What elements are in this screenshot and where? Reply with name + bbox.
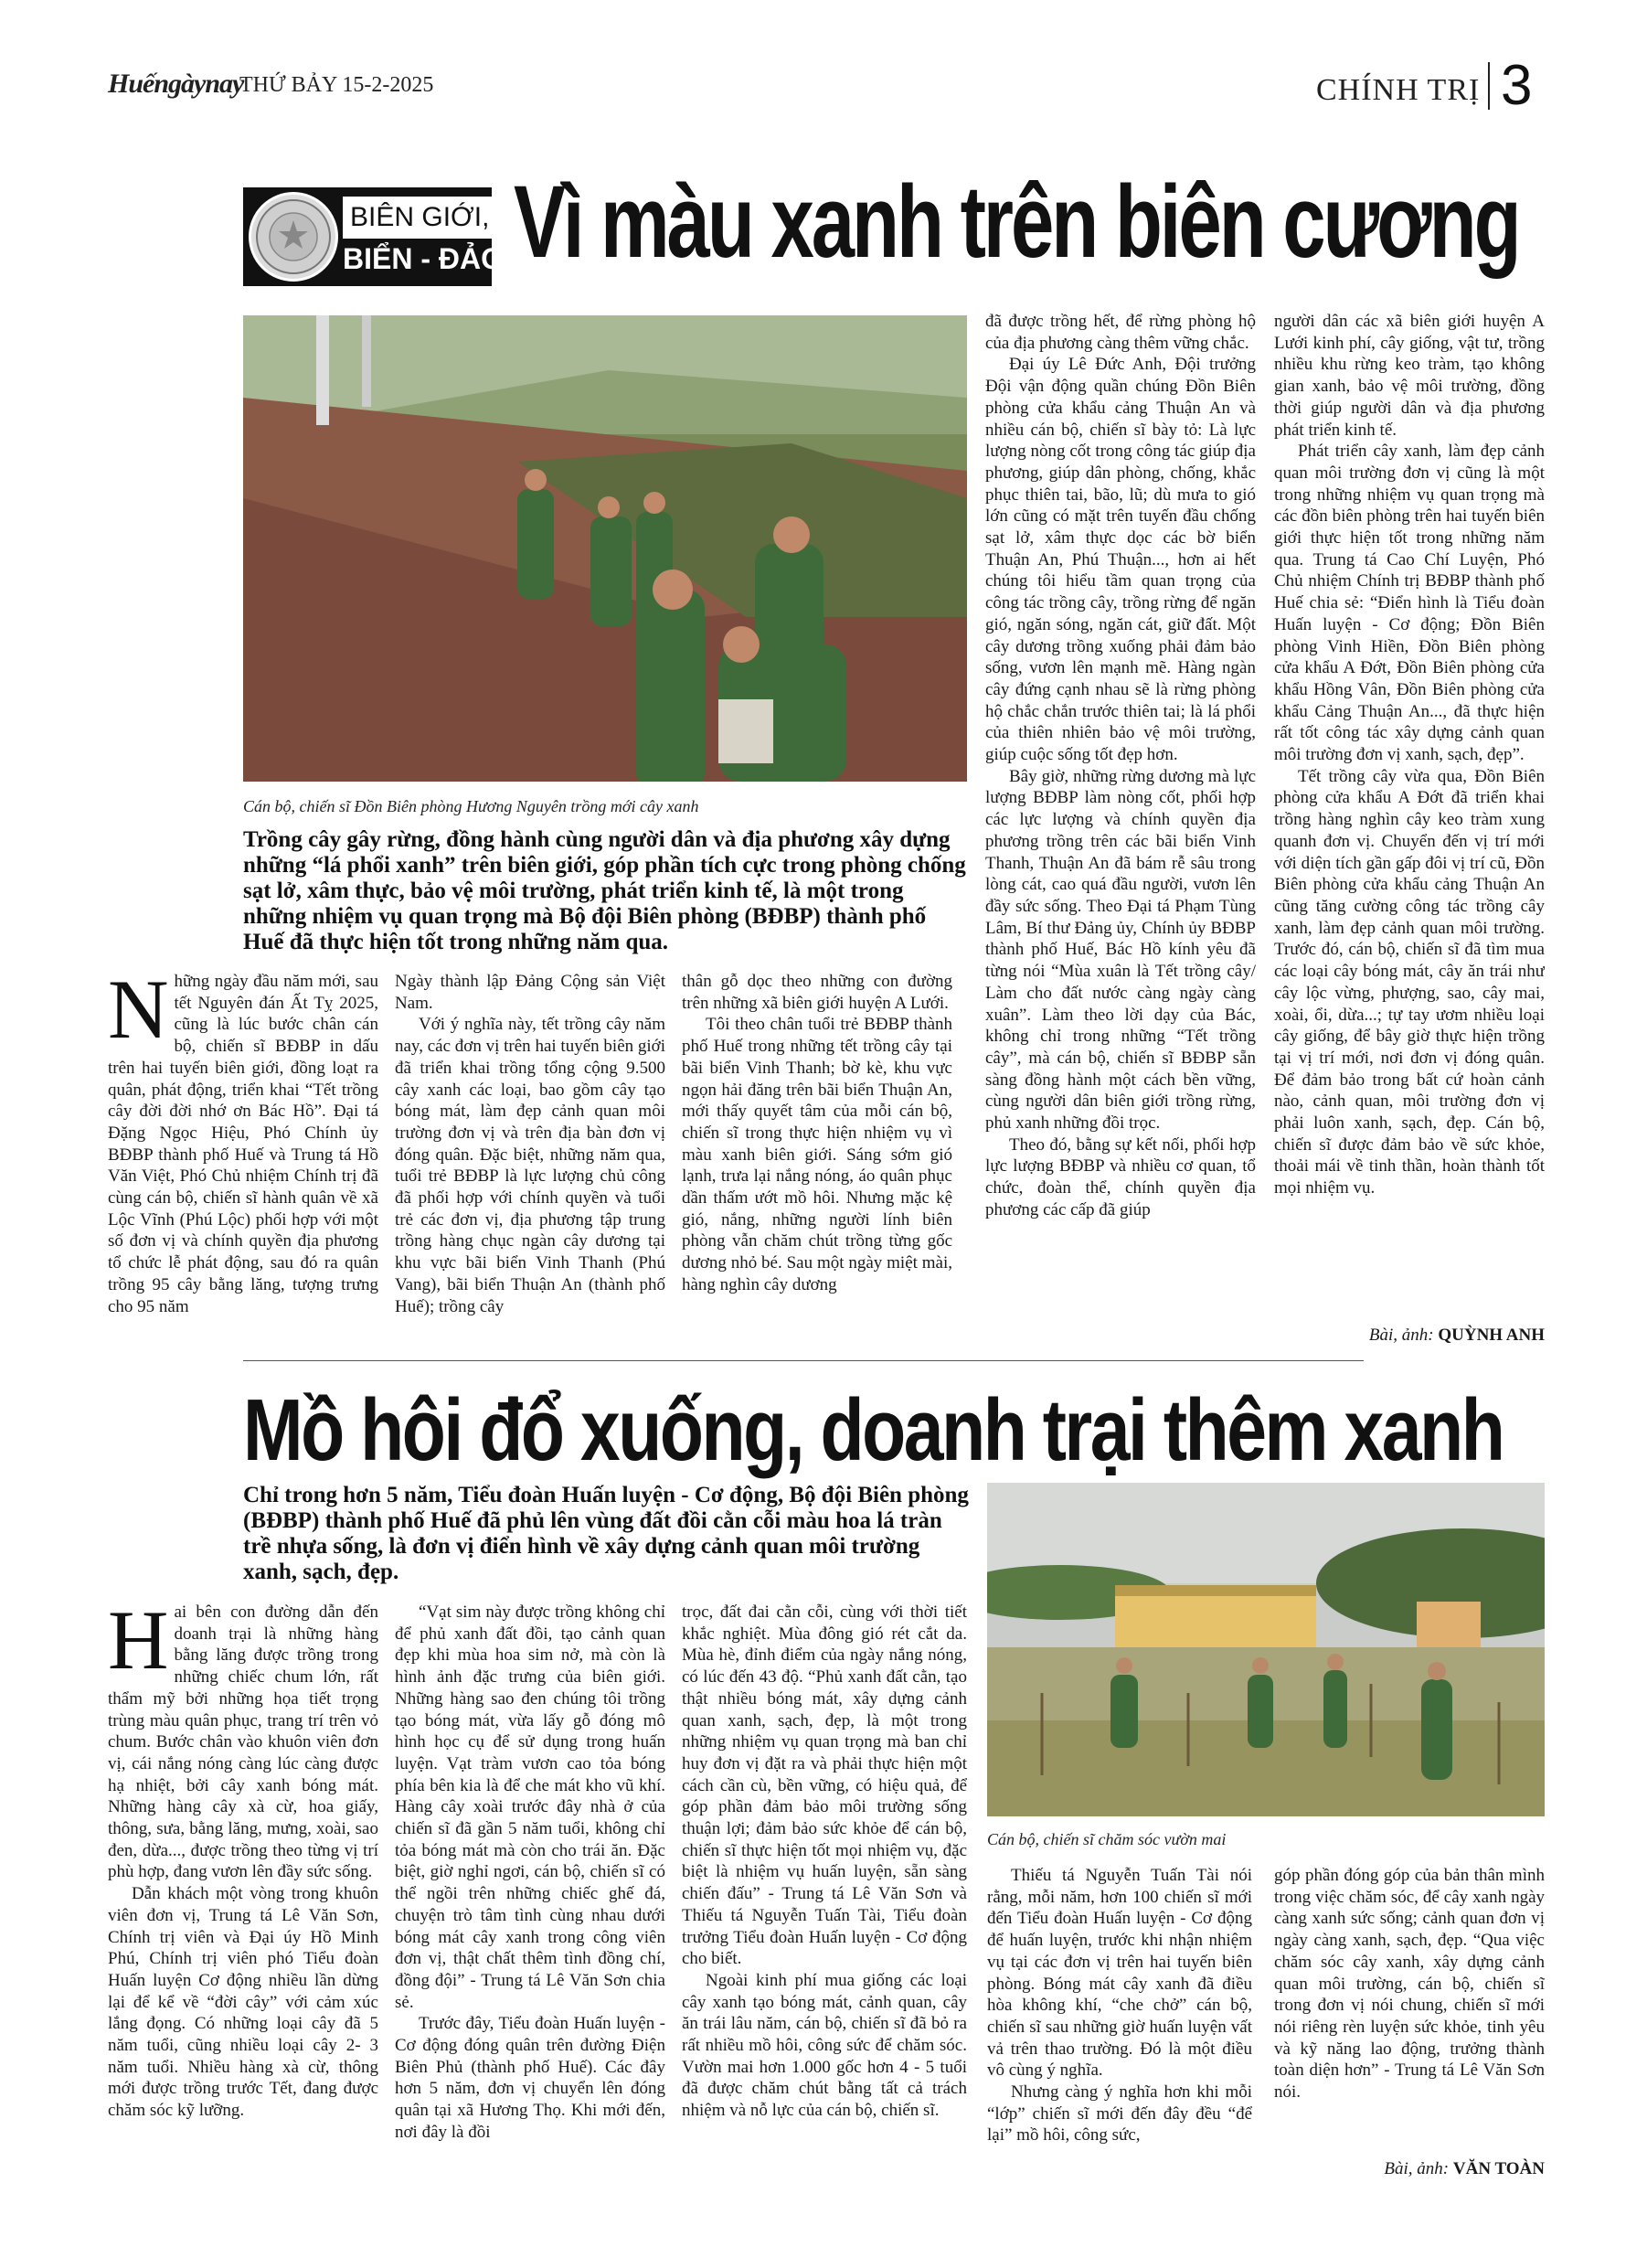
article1-column-3 — [682, 971, 952, 1355]
article2-lead: Chỉ trong hơn 5 năm, Tiểu đoàn Huấn luyện - Cơ động, Bộ đội Biên phòng (BĐBP) thành phố Huế đã phủ lên vùng đất đồi cằn cỗi màu hoa lá tràn trề nhựa sống, là đơn vị điển hình về xây dựng cảnh quan môi trường xanh, sạch, đẹp. — [243, 1483, 969, 1584]
paragraph: Phát triển cây xanh, làm đẹp cảnh quan môi trường đơn vị cũng là một trong những nhiệm vụ quan trọng mà các đồn biên phòng trên hai tuyến biên giới thực hiện tốt trong những năm qua. Trung tá Cao Chí Luyện, Phó Chủ nhiệm Chính trị BĐBP thành phố Huế chia sẻ: “Điển hình là Tiểu đoàn Huấn luyện - Cơ động; Đồn Biên phòng Vinh Hiền, Đồn Biên phòng cửa khẩu A Đớt, Đồn Biên phòng cửa khẩu Hồng Vân, Đồn Biên phòng cửa khẩu Cảng Thuận An..., đã thực hiện rất tốt công tác xây dựng cảnh quan môi trường đơn vị xanh, sạch, đẹp”. — [1274, 442, 1545, 765]
header-divider — [1488, 62, 1490, 110]
paragraph: Ngày thành lập Đảng Cộng sản Việt Nam. — [395, 972, 665, 1013]
paragraph: Ngoài kinh phí mua giống các loại cây xanh tạo bóng mát, cảnh quan, cây ăn trái lâu năm, cán bộ, chiến sĩ đã bỏ ra rất nhiều mồ hôi, công sức để chăm sóc. Vườn mai hơn 1.000 gốc hơn 4 - 5 tuổi đã được chăm chút bằng tất cả trách nhiệm và nỗ lực của cán bộ, chiến sĩ. — [682, 1970, 967, 2121]
drop-cap: N — [108, 971, 169, 1056]
article1-column-1 — [108, 971, 378, 1355]
article2-photo-caption: Cán bộ, chiến sĩ chăm sóc vườn mai — [987, 1830, 1227, 1848]
paragraph: hững ngày đầu năm mới, sau tết Nguyên đán Ất Tỵ 2025, cũng là lúc bước chân cán bộ, chiến sĩ BĐBP in dấu trên hai tuyến biên giới, đồng loạt ra quân, phát động, triển khai “Tết trồng cây đời đời nhớ ơn Bác Hồ”. Đại tá Đặng Ngọc Hiệu, Phó Chính ủy BĐBP thành phố Huế và Trung tá Hồ Văn Việt, Phó Chủ nhiệm Chính trị đã cùng cán bộ, chiến sĩ hành quân về xã Lộc Vĩnh (Phú Lộc) phối hợp với một số đơn vị và chính quyền địa phương tổ chức lễ phát động, sau đó ra quân trồng 95 cây bằng lăng, tượng trưng cho 95 năm — [108, 972, 378, 1316]
article1-title: Vì màu xanh trên biên cương — [514, 165, 1519, 279]
paragraph: Thiếu tá Nguyễn Tuấn Tài nói rằng, mỗi năm, hơn 100 chiến sĩ mới đến Tiểu đoàn Huấn luyện - Cơ động để huấn luyện, trước khi nhận nhiệm vụ tại các đơn vị trên hai tuyến biên phòng. Bóng mát cây xanh đã điều hòa không khí, “che chở” cán bộ, chiến sĩ sau những giờ huấn luyện vất vả trên thao trường. Đó là một điều vô cùng ý nghĩa. — [987, 1866, 1252, 2081]
byline-label: Bài, ảnh: — [1384, 2159, 1450, 2178]
article2-byline — [1274, 2159, 1545, 2179]
paragraph: Trước đây, Tiểu đoàn Huấn luyện - Cơ động đóng quân trên đường Điện Biên Phủ (thành phố Huế). Các đây hơn 5 năm, đơn vị chuyển lên đóng quân tại xã Hương Thọ. Khi mới đến, nơi đây là đồi — [395, 2014, 665, 2142]
article1-lead: Trồng cây gây rừng, đồng hành cùng người dân và địa phương xây dựng những “lá phổi xanh” trên biên giới, góp phần tích cực trong phòng chống sạt lở, xâm thực, bảo vệ môi trường, phát triển kinh tế, là một trong những nhiệm vụ quan trọng mà Bộ đội Biên phòng (BĐBP) thành phố Huế đã thực hiện tốt trong những năm qua. — [243, 827, 966, 954]
article1-column-4 — [985, 311, 1256, 1353]
article-divider — [243, 1360, 1364, 1361]
paragraph: Tết trồng cây vừa qua, Đồn Biên phòng cửa khẩu A Đớt đã triển khai trồng hàng nghìn cây keo tràm xung quanh đơn vị. Chuyển đến vị trí mới với diện tích gần gấp đôi vị trí cũ, Đồn Biên phòng cửa khẩu cảng Thuận An cũng tăng cường công tác trồng cây xanh, làm đẹp cảnh quan môi trường. Trước đó, cán bộ, chiến sĩ đã tìm mua các loại cây bóng mát, cây ăn trái như cây lộc vừng, phượng, sao, cây mai, xoài, ổi, dừa...; tự tay ươm nhiều loại cây giống, để bây giờ thực hiện trồng tại vị trí mới, nơi đơn vị đóng quân. Để đảm bảo trong bất cứ hoàn cảnh nào, cảnh quan, môi trường đơn vị phải luôn xanh, sạch, đẹp. Cán bộ, chiến sĩ được đảm bảo về sức khỏe, thoải mái về tinh thần, hoàn thành tốt mọi nhiệm vụ. — [1274, 766, 1545, 1198]
paragraph: Theo đó, bằng sự kết nối, phối hợp lực lượng BĐBP và nhiều cơ quan, tổ chức, đoàn thể, chính quyền địa phương các cấp đã giúp — [985, 1134, 1256, 1219]
paragraph: góp phần đóng góp của bản thân mình trong việc chăm sóc, để cây xanh ngày càng xanh sức sống; cảnh quan đơn vị ngày càng xanh, sạch, đẹp. “Qua việc chăm sóc cây xanh, xây dựng cảnh quan môi trường, cán bộ, chiến sĩ trong đơn vị nói chung, chiến sĩ mới nói riêng rèn luyện sức khỏe, tinh yêu và kỹ năng lao động, trưởng thành toàn diện hơn” - Trung tá Lê Văn Sơn nói. — [1274, 1866, 1545, 2103]
paragraph: đã được trồng hết, để rừng phòng hộ của địa phương càng thêm vững chắc. — [985, 312, 1256, 353]
paragraph: Tôi theo chân tuổi trẻ BĐBP thành phố Huế trong những tết trồng cây tại bãi biển Vinh Thanh; bờ kè, khu vực ngọn hải đăng trên bãi biển Thuận An, mới thấy quyết tâm của mỗi cán bộ, chiến sĩ trong thực hiện nhiệm vụ vì màu xanh biên giới. Sáng sớm gió lạnh, trưa lại nắng nóng, áo quân phục dần thấm ướt mồ hôi. Nhưng mặc kệ gió, nắng, những người lính biên phòng vẫn chăm chút trồng từng gốc dương nhỏ bé. Sau một ngày miệt mài, hàng nghìn cây dương — [682, 1015, 952, 1294]
paragraph: trọc, đất đai cằn cỗi, cùng với thời tiết khắc nghiệt. Mùa đông gió rét cắt da. Mùa hè, đỉnh điểm của ngày nắng nóng, có lúc đến 43 độ. “Phủ xanh đất cằn, tạo thật nhiều bóng mát, xây dựng cảnh quan xanh, sạch, đẹp, là một trong những nhiệm vụ quan trọng mà ban chỉ huy đơn vị đặt ra và phải thực hiện một cách cần cù, bền vững, có hiệu quả, để góp phần đảm bảo môi trường sống thuận lợi; đảm bảo sức khỏe để cán bộ, chiến sĩ thực hiện tốt mọi nhiệm vụ, đặc biệt là nhiệm vụ huấn luyện, sẵn sàng chiến đấu” - Trung tá Lê Văn Sơn và Thiếu tá Nguyễn Tuấn Tài, Tiểu đoàn trưởng Tiểu đoàn Huấn luyện - Cơ động cho biết. — [682, 1603, 967, 1969]
article2-title: Mồ hôi đổ xuống, doanh trại thêm xanh — [243, 1381, 1504, 1479]
article2-column-2 — [395, 1602, 665, 2187]
article1-column-5 — [1274, 311, 1545, 1321]
article2-column-5 — [1274, 1865, 1545, 2148]
section-name: CHÍNH TRỊ — [1316, 73, 1481, 107]
article1-photo-caption: Cán bộ, chiến sĩ Đồn Biên phòng Hương Nguyên trồng mới cây xanh — [243, 797, 699, 815]
masthead-logo: Huếngàynay — [108, 69, 244, 99]
article2-column-4 — [987, 1865, 1252, 2187]
border-guard-seal-icon — [249, 192, 338, 282]
article1-column-2 — [395, 971, 665, 1355]
article2-photo — [987, 1483, 1545, 1816]
paragraph: Bây giờ, những rừng dương mà lực lượng BĐBP làm nòng cốt, phối hợp các lực lượng và chính quyền địa phương trồng trên các bãi biển Vinh Thanh, Thuận An đã bám rễ sâu trong lòng cát, cao quá đầu người, vươn lên đầy sức sống. Theo Đại tá Phạm Tùng Lâm, Bí thư Đảng ủy, Chính ủy BĐBP thành phố Huế, Bác Hồ kính yêu đã từng nói “Mùa xuân là Tết trồng cây/ Làm cho đất nước càng ngày càng xuân”. Làm theo lời dạy của Bác, không chỉ trong những “Tết trồng cây”, mà cán bộ, chiến sĩ BĐBP sẵn sàng đồng hành một cách bền vững, cùng người dân biên giới trồng rừng, phủ xanh những đồi trọc. — [985, 766, 1256, 1134]
paragraph: Với ý nghĩa này, tết trồng cây năm nay, các đơn vị trên hai tuyến biên giới đã triển khai trồng tổng cộng 9.500 cây xanh các loại, bao gồm cây tạo bóng mát, làm đẹp cảnh quan môi trường đơn vị và trên địa bàn đơn vị đóng quân. Đặc biệt, những năm qua, tuổi trẻ BĐBP là lực lượng chủ công đã phối hợp với chính quyền và tuổi trẻ các đơn vị, địa phương tập trung trồng hàng chục ngàn cây dương tại khu vực bãi biển Vinh Thanh (Phú Vang), bãi biển Thuận An (thành phố Huế); trồng cây — [395, 1015, 665, 1316]
paragraph: Dẫn khách một vòng trong khuôn viên đơn vị, Trung tá Lê Văn Sơn, Chính trị viên và Đại úy Hồ Minh Phú, Chính trị viên phó Tiểu đoàn Huấn luyện Cơ động nhiều lần dừng lại để kể về “đời cây” với cảm xúc lắng đọng. Có những loại cây đã 5 năm tuổi, cũng nhiều loại cây 2- 3 năm tuổi. Nhiều hàng xà cừ, thông mới được trồng trước Tết, đang được chăm sóc kỹ lưỡng. — [108, 1884, 378, 2121]
article1-byline — [1274, 1326, 1545, 1346]
paragraph: Nhưng càng ý nghĩa hơn khi mỗi “lớp” chiến sĩ mới đến đây đều “để lại” mồ hôi, công sức, — [987, 2082, 1252, 2146]
drop-cap: H — [108, 1602, 169, 1687]
paragraph: người dân các xã biên giới huyện A Lưới kinh phí, cây giống, vật tư, trồng nhiều khu rừng keo tràm, tạo không gian xanh, bảo vệ môi trường, đồng thời giúp người dân và địa phương phát triển kinh tế. — [1274, 312, 1545, 440]
paragraph: thân gỗ dọc theo những con đường trên những xã biên giới huyện A Lưới. — [682, 972, 952, 1013]
page-number: 3 — [1501, 54, 1533, 117]
paragraph: ai bên con đường dẫn đến doanh trại là những hàng bằng lăng được trồng trong những chiếc chum lớn, rất thẩm mỹ bởi những họa tiết trọng trùng màu quân phục, trang trí trên vỏ chum. Bước chân vào khuôn viên đơn vị, cái nắng nóng càng lúc càng được hạ nhiệt, bởi cây xanh bóng mát. Những hàng cây xà cừ, hoa giấy, thông, sưa, bằng lăng, mưng, xoài, sao đen, dừa..., được trồng theo từng vị trí phù hợp, đang vươn lên đầy sức sống. — [108, 1603, 378, 1882]
issue-date: THỨ BẢY 15-2-2025 — [239, 73, 434, 97]
article2-column-1 — [108, 1602, 378, 2187]
byline-label: Bài, ảnh: — [1368, 1326, 1434, 1345]
byline-author: QUỲNH ANH — [1438, 1326, 1545, 1345]
paragraph: Đại úy Lê Đức Anh, Đội trưởng Đội vận động quần chúng Đồn Biên phòng cửa khẩu cảng Thuận An và nhiều cán bộ, chiến sĩ bày tỏ: Là lực lượng nòng cốt trong công tác giúp địa phương, giúp dân phòng, chống, khắc phục thiên tai, bão, lũ; dù mưa to gió lớn cũng có mặt trên tuyến đầu chống sạt lở, xâm thực dọc các bờ biển Thuận An, Phú Thuận..., hơn ai hết chúng tôi hiểu tầm quan trọng của công tác trồng cây, trồng rừng để ngăn gió, ngăn sóng, ngăn cát, giữ đất. Một cây dương trồng xuống phải đảm bảo sống, vươn lên mạnh mẽ. Hàng ngàn cây đứng cạnh nhau sẽ là rừng phòng hộ chắc chắn trước thiên tai; là lá phổi của thiên nhiên bảo vệ môi trường, giúp cuộc sống tốt đẹp hơn. — [985, 355, 1256, 765]
badge-line-1: BIÊN GIỚI, — [343, 197, 493, 239]
article1-photo — [243, 315, 967, 782]
byline-author: VĂN TOÀN — [1452, 2159, 1545, 2178]
paragraph: “Vạt sim này được trồng không chỉ để phủ xanh đất đồi, tạo cảnh quan đẹp khi mùa hoa sim nở, mà còn là hình ảnh đặc trưng của biên giới. Những hàng sao đen chúng tôi trồng tạo bóng mát, vừa lấy gỗ đóng mô hình học cụ để sử dụng trong huấn luyện. Vạt tràm vươn cao tỏa bóng phía bên kia là để che mát kho vũ khí. Hàng cây xoài trước đây nhà ở của chiến sĩ đã gần 5 năm tuổi, không chỉ tỏa bóng mát mà còn cho trái ăn. Đặc biệt, giờ nghỉ ngơi, cán bộ, chiến sĩ có thể ngồi trên những chiếc ghế đá, chuyện trò tâm tình cùng nhau dưới bóng mát cây xanh trong công viên đơn vị, thật chất thêm tình đồng chí, đồng đội” - Trung tá Lê Văn Sơn chia sẻ. — [395, 1603, 665, 2012]
badge-line-2: BIỂN - ĐẢO — [343, 242, 504, 275]
article2-column-3 — [682, 1602, 967, 2187]
